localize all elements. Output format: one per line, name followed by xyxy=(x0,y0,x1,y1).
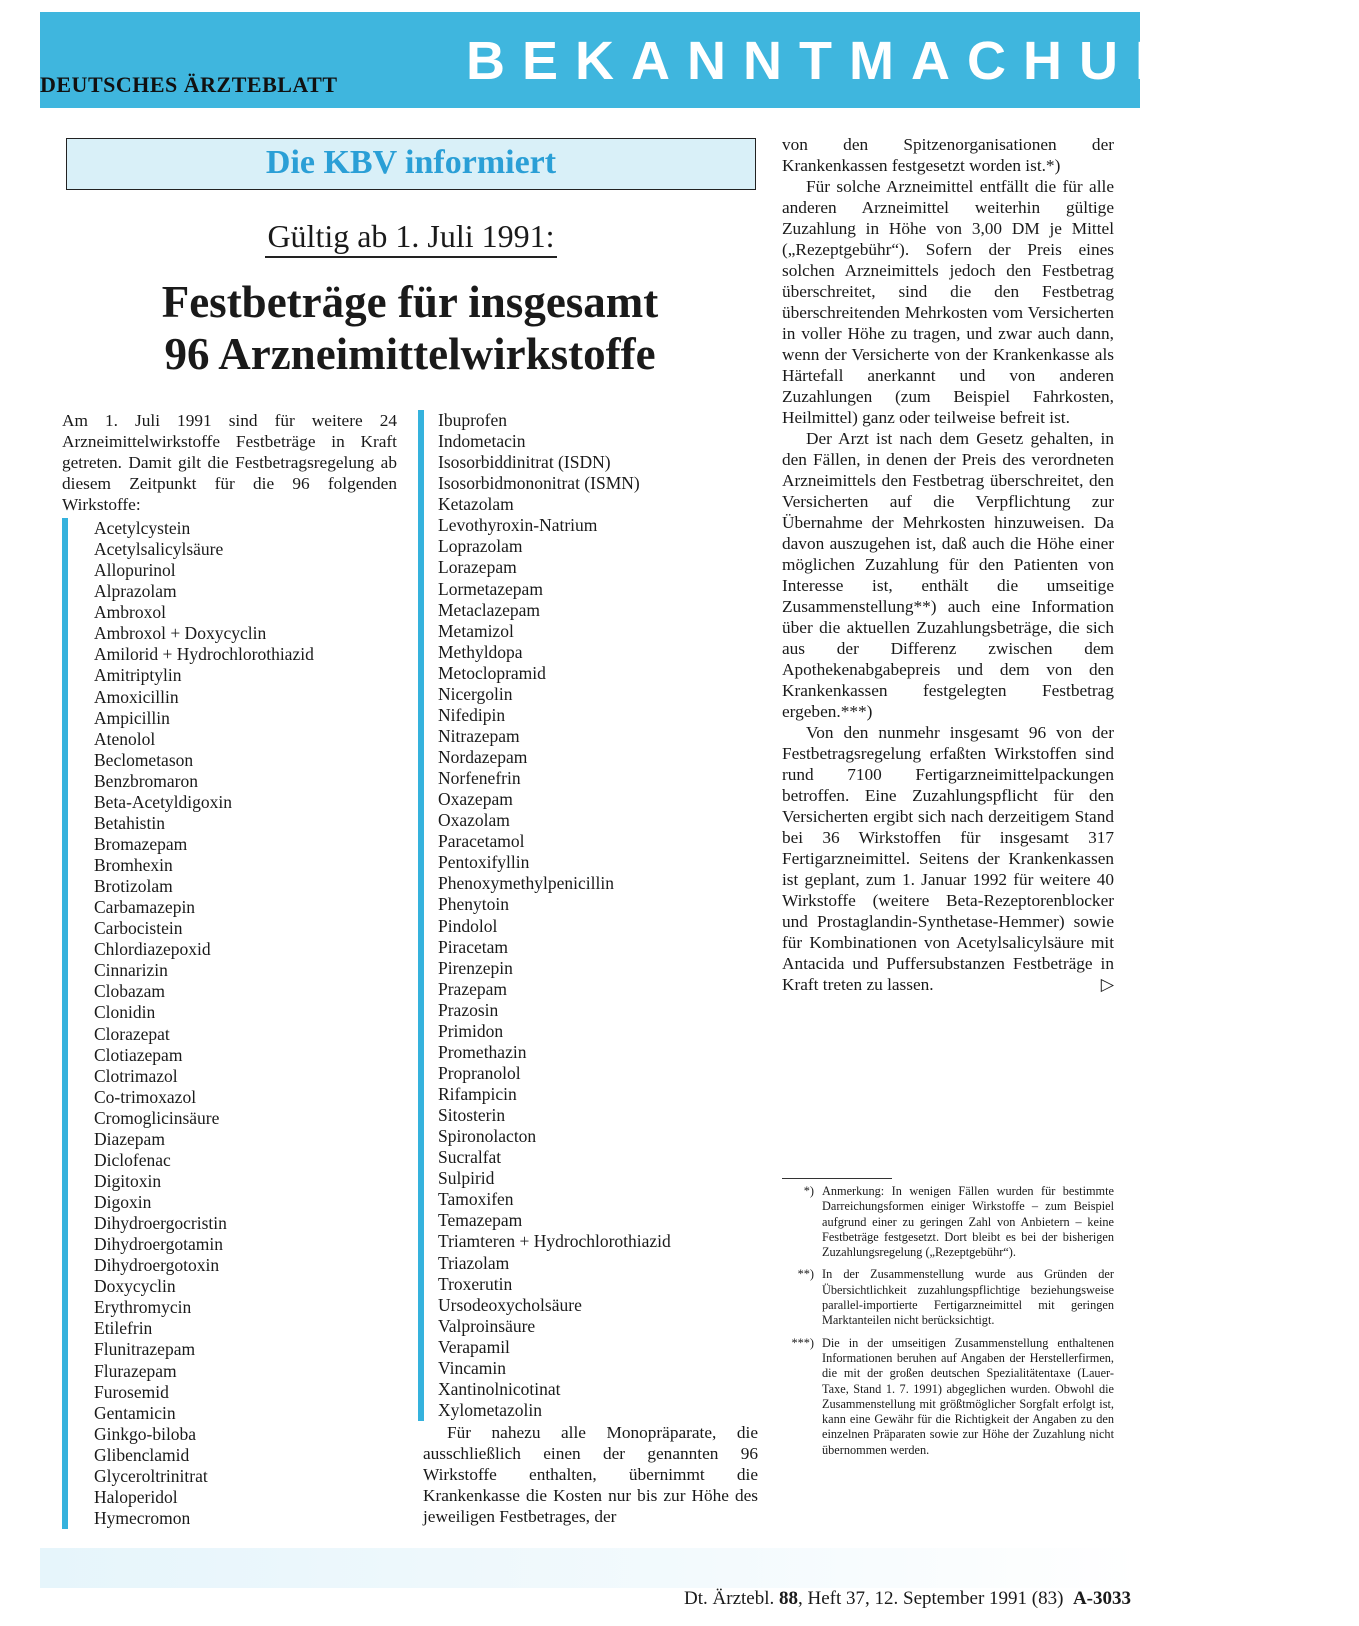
footnote xyxy=(782,1267,1114,1328)
substance-item: Digoxin xyxy=(94,1192,152,1212)
footnote-mark: **) xyxy=(797,1267,814,1282)
substance-item: Methyldopa xyxy=(438,641,523,662)
headline-line-2: 96 Arzneimittelwirkstoffe xyxy=(164,329,656,379)
substance-item: Phenytoin xyxy=(438,894,509,915)
substance-item: Prazepam xyxy=(438,978,507,999)
substance-item: Valproinsäure xyxy=(438,1315,536,1336)
substance-list-column-1 xyxy=(62,518,403,1529)
substance-item: Beta-Acetyldigoxin xyxy=(94,791,233,812)
substance-item: Ursodeoxycholsäure xyxy=(438,1294,582,1315)
substance-item: Ketazolam xyxy=(438,494,514,515)
substance-item: Norfenefrin xyxy=(438,768,521,789)
kbv-info-title: Die KBV informiert xyxy=(265,144,557,181)
substance-item: Nicergolin xyxy=(438,683,513,704)
substance-item: Dihydroergocristin xyxy=(94,1213,227,1234)
substance-item: Atenolol xyxy=(94,728,156,749)
substance-item: Amitriptylin xyxy=(94,665,182,686)
substance-item: Isosorbiddinitrat (ISDN) xyxy=(438,452,611,473)
substance-item: Indometacin xyxy=(438,431,526,452)
substance-item: Hymecromon xyxy=(94,1507,191,1528)
substance-item: Paracetamol xyxy=(438,831,525,852)
substance-item: Lormetazepam xyxy=(438,578,543,599)
substance-item: Chlordiazepoxid xyxy=(94,939,211,960)
substance-item: Beclometason xyxy=(94,749,194,770)
substance-item: Acetylcystein xyxy=(94,518,191,538)
substance-item: Oxazolam xyxy=(438,810,510,831)
kbv-info-box xyxy=(66,138,756,190)
substance-item: Doxycyclin xyxy=(94,1276,176,1297)
substance-item: Diclofenac xyxy=(94,1149,171,1170)
paragraph-text: Von den nunmehr insgesamt 96 von der Festbetragsregelung erfaßten Wirkstoffen sind rund 7100 Fertigarzneimittelpackungen betroffen. Eine Zuzahlungspflicht für den Versicherten ergibt sich nach derzeitigem Stand bei 36 Wirkstoffen für insgesamt 317 Fertigarzneimittel. Seitens der Krankenkassen ist geplant, zum 1. Januar 1992 für weitere 40 Wirkstoffe (weitere Beta-Rezeptorenblocker und Prostaglandin-Synthetase-Hemmer) sowie für Kombinationen von Acetylsalicylsäure mit Antacida und Puffersubstanzen Festbeträge in Kraft treten zu lassen. xyxy=(782,723,1114,994)
substance-item: Dihydroergotoxin xyxy=(94,1255,220,1276)
substance-item: Pentoxifyllin xyxy=(438,852,530,873)
substance-item: Etilefrin xyxy=(94,1318,153,1339)
substance-item: Nitrazepam xyxy=(438,725,520,746)
substance-item: Lorazepam xyxy=(438,557,517,578)
substance-item: Oxazepam xyxy=(438,789,513,810)
substance-item: Spironolacton xyxy=(438,1126,537,1147)
substance-item: Gentamicin xyxy=(94,1402,176,1423)
substance-item: Troxerutin xyxy=(438,1273,513,1294)
substance-item: Rifampicin xyxy=(438,1084,517,1104)
substance-item: Ambroxol xyxy=(94,602,166,623)
substance-item: Clonidin xyxy=(94,1002,156,1023)
intro-paragraph: Am 1. Juli 1991 sind für weitere 24 Arzneimittelwirkstoffe Festbeträge in Kraft getreten. Damit gilt die Festbetragsregelung ab diesem Zeitpunkt für die 96 folgenden Wirkstoffe: xyxy=(62,411,397,514)
substance-item: Erythromycin xyxy=(94,1297,192,1318)
substance-item: Verapamil xyxy=(438,1336,510,1357)
substance-item: Cromoglicinsäure xyxy=(94,1107,220,1128)
substance-item: Ibuprofen xyxy=(438,410,508,430)
substance-item: Tamoxifen xyxy=(438,1189,514,1210)
footnote-rule xyxy=(782,1178,892,1179)
substance-item: Bromhexin xyxy=(94,855,173,875)
substance-item: Phenoxymethylpenicillin xyxy=(438,873,614,894)
substance-item: Bromazepam xyxy=(94,833,188,854)
substance-item: Ambroxol + Doxycyclin xyxy=(94,623,267,644)
headline-line-1: Festbeträge für insgesamt xyxy=(161,277,659,327)
substance-item: Flunitrazepam xyxy=(94,1339,196,1360)
substance-item: Triazolam xyxy=(438,1252,510,1273)
substance-item: Primidon xyxy=(438,1020,504,1041)
substance-item: Alprazolam xyxy=(94,581,177,602)
paragraph xyxy=(782,722,1114,995)
paragraph: von den Spitzenorganisationen der Krankenkassen festgesetzt worden ist.*) xyxy=(782,135,1114,175)
substance-item: Loprazolam xyxy=(438,536,523,557)
substance-item: Amoxicillin xyxy=(94,686,179,707)
header-band xyxy=(40,12,1359,108)
substance-item: Acetylsalicylsäure xyxy=(94,539,224,560)
substance-item: Isosorbidmononitrat (ISMN) xyxy=(438,473,640,494)
footer-journal: Dt. Ärztebl. xyxy=(684,1588,775,1609)
substance-item: Metaclazepam xyxy=(438,599,541,620)
substance-item: Carbocistein xyxy=(94,918,183,939)
substance-item: Xylometazolin xyxy=(438,1399,543,1420)
paragraph: Der Arzt ist nach dem Gesetz gehalten, in den Fällen, in denen der Preis des verordneten Arzneimittels den Festbetrag überschreitet, den Versicherten auf die Verpflichtung zur Übernahme der Mehrkosten hinzuweisen. Da davon auszugehen ist, daß auch die Höhe einer möglichen Zuzahlung für den Patienten von Interesse ist, enthält die umseitige Zusammenstellung**) auch eine Information über die aktuellen Zuzahlungsbeträge, die sich aus der Differenz zwischen dem Apothekenabgabepreis und dem von den Krankenkassen festgelegten Festbetrag ergeben.***) xyxy=(782,429,1114,721)
substance-item: Sitosterin xyxy=(438,1105,506,1126)
substance-item: Benzbromaron xyxy=(94,770,198,791)
footnote-text: Anmerkung: In wenigen Fällen wurden für bestimmte Darreichungsformen einiger Wirkstoffe – zum Beispiel aufgrund einer zu geringen Zahl von Anbietern – keine Festbeträge festgesetzt. Dort bleibt es bei der bisherigen Zuzahlungsregelung („Rezeptgebühr“). xyxy=(822,1184,1114,1260)
substance-item: Pirenzepin xyxy=(438,957,513,978)
substance-item: Furosemid xyxy=(94,1381,169,1402)
continue-arrow-icon: ▷ xyxy=(1100,975,1114,994)
substance-item: Clotrimazol xyxy=(94,1065,178,1086)
substance-item: Sucralfat xyxy=(438,1147,502,1168)
subtitle xyxy=(66,218,756,255)
substance-item: Flurazepam xyxy=(94,1360,177,1381)
substance-item: Temazepam xyxy=(438,1210,523,1231)
footer-volume: 88 xyxy=(779,1588,799,1609)
substance-item: Glibenclamid xyxy=(94,1444,190,1465)
substance-item: Metoclopramid xyxy=(438,662,546,683)
footnote-text: Die in der umseitigen Zusammenstellung enthaltenen Informationen beruhen auf Angaben der Herstellerfirmen, die mit der großen deutschen Spezialitätentaxe (Lauer-Taxe, Stand 1. 7. 1991) abgeglichen wurden. Obwohl die Zusammenstellung mit größtmöglicher Sorgfalt erfolgt ist, kann eine Gewähr für die Richtigkeit der Angaben zu den einzelnen Präparaten sowie zur Höhe der Zuzahlung nicht übernommen werden. xyxy=(822,1335,1114,1457)
footer-page-number: A-3033 xyxy=(1072,1588,1131,1609)
substance-item: Clobazam xyxy=(94,981,165,1002)
substance-item: Brotizolam xyxy=(94,876,173,897)
substance-item: Haloperidol xyxy=(94,1486,178,1507)
section-title: BEKANNTMACHUNGEN xyxy=(466,31,1359,91)
substance-item: Carbamazepin xyxy=(94,897,196,918)
substance-item: Allopurinol xyxy=(94,560,176,581)
substance-item: Amilorid + Hydrochlorothiazid xyxy=(94,644,314,665)
substance-item: Vincamin xyxy=(438,1357,506,1378)
substance-item: Co-trimoxazol xyxy=(94,1086,197,1107)
substance-item: Xantinolnicotinat xyxy=(438,1378,561,1399)
substance-item: Diazepam xyxy=(94,1128,165,1149)
footnote xyxy=(782,1336,1114,1458)
footer-issue: , Heft 37, 12. September 1991 (83) xyxy=(798,1588,1064,1609)
page-footer xyxy=(684,1588,1131,1610)
subtitle-text: Gültig ab 1. Juli 1991: xyxy=(265,218,556,258)
footnote-text: In der Zusammenstellung wurde aus Gründen der Übersichtlichkeit zuzahlungspflichtige beziehungsweise parallel-importierte Fertigarzneimittel mit geringen Marktanteilen nicht berücksichtigt. xyxy=(822,1267,1114,1328)
substance-item: Metamizol xyxy=(438,620,514,641)
headline xyxy=(60,276,760,380)
footnote-mark: *) xyxy=(803,1184,814,1198)
substance-list-column-2 xyxy=(418,410,764,1421)
footnote-mark: ***) xyxy=(791,1335,814,1350)
substance-item: Pindolol xyxy=(438,915,498,936)
footnote xyxy=(782,1184,1114,1260)
publication-name: DEUTSCHES ÄRZTEBLATT xyxy=(40,72,338,97)
substance-item: Betahistin xyxy=(94,812,165,833)
substance-item: Triamteren + Hydrochlorothiazid xyxy=(438,1231,671,1252)
substance-item: Digitoxin xyxy=(94,1170,162,1191)
substance-item: Levothyroxin-Natrium xyxy=(438,515,598,536)
substance-item: Ginkgo-biloba xyxy=(94,1423,197,1444)
column-3-text xyxy=(782,134,1114,995)
substance-item: Piracetam xyxy=(438,936,508,957)
substance-item: Cinnarizin xyxy=(94,960,168,981)
substance-item: Sulpirid xyxy=(438,1168,495,1189)
substance-item: Ampicillin xyxy=(94,707,170,728)
paragraph: Für solche Arzneimittel entfällt die für alle anderen Arzneimittel weiterhin gültige Zuzahlung in Höhe von 3,00 DM je Mittel („Rezeptgebühr“). Sofern der Preis eines solchen Arzneimittels jedoch den Festbetrag überschreitet, sind die den Festbetrag überschreitenden Mehrkosten vom Versicherten in voller Höhe zu tragen, und zwar auch dann, wenn der Versicherte von der Krankenkasse als Härtefall anerkannt und von anderen Zuzahlungen (zum Beispiel Fahrkosten, Heilmittel) ganz oder teilweise befreit ist. xyxy=(782,177,1114,427)
substance-item: Glyceroltrinitrat xyxy=(94,1465,208,1486)
footnotes xyxy=(782,1184,1114,1465)
substance-item: Nifedipin xyxy=(438,704,506,725)
substance-item: Propranolol xyxy=(438,1062,521,1083)
footer-band xyxy=(40,1548,1140,1588)
substance-item: Clotiazepam xyxy=(94,1044,183,1065)
substance-item: Prazosin xyxy=(438,999,499,1020)
substance-item: Dihydroergotamin xyxy=(94,1234,223,1255)
column-2-continuation: Für nahezu alle Monopräparate, die ausschließlich einen der genannten 96 Wirkstoffe enthalten, übernimmt die Krankenkasse die Kosten nur bis zur Höhe des jeweiligen Festbetrages, der xyxy=(423,1423,758,1526)
substance-item: Clorazepat xyxy=(94,1023,170,1044)
substance-item: Promethazin xyxy=(438,1041,527,1062)
substance-item: Nordazepam xyxy=(438,747,528,767)
